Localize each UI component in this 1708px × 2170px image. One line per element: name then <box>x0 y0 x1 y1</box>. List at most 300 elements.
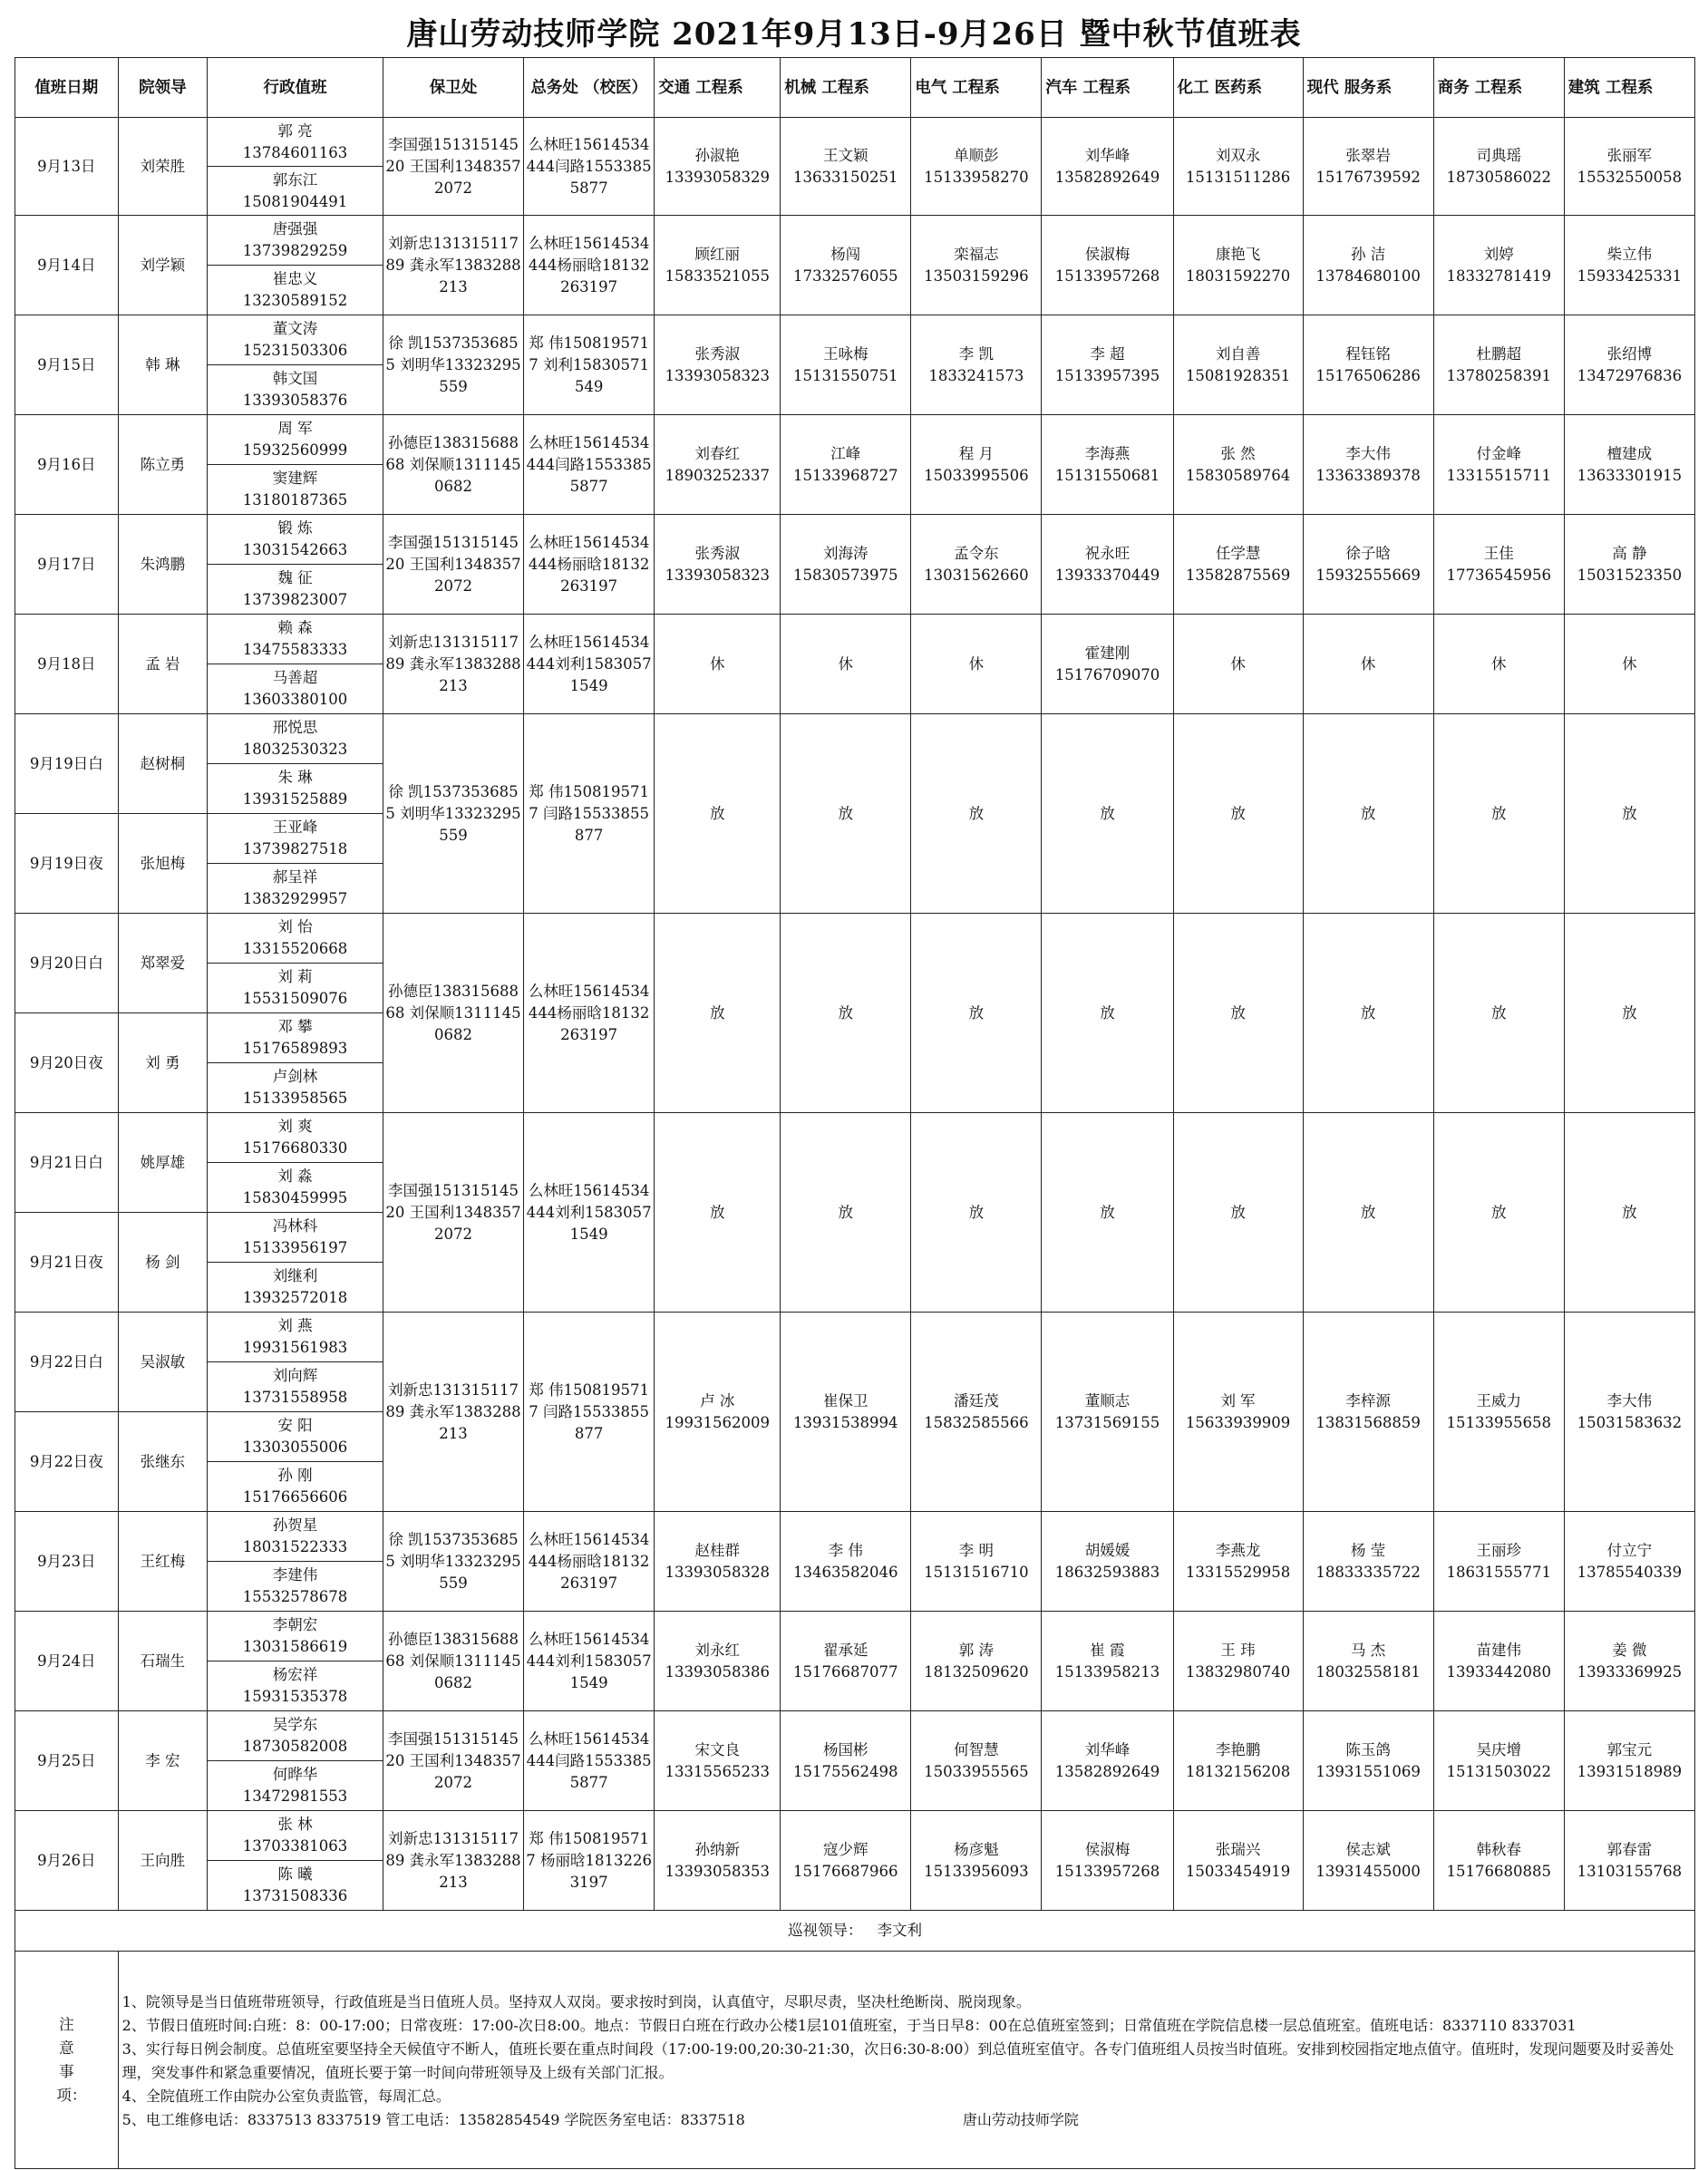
staff-phone: 15031523350 <box>1577 566 1683 584</box>
admin-phone: 15532578678 <box>242 1588 348 1605</box>
admin-duty-cell <box>208 515 383 565</box>
general-cell <box>524 615 655 714</box>
general-cell <box>524 415 655 515</box>
staff-name: 李艳鹏 <box>1215 1740 1261 1758</box>
staff-phone: 13393058353 <box>665 1862 770 1880</box>
table-row <box>15 216 1695 266</box>
electrical-holiday: 放 <box>911 714 1042 914</box>
staff-phone: 15131503022 <box>1446 1762 1551 1780</box>
admin-name: 刘向辉 <box>272 1367 318 1384</box>
staff-phone: 13785540339 <box>1577 1563 1683 1581</box>
duty-leader-night: 张继东 <box>118 1412 207 1512</box>
staff-name: 李 伟 <box>828 1541 863 1559</box>
staff-name: 李海燕 <box>1084 444 1131 462</box>
admin-duty-cell <box>208 1562 383 1612</box>
table-row <box>15 1612 1695 1661</box>
business-cell <box>1433 415 1564 515</box>
security-text: 李国强15131514520 王国利13483572072 <box>385 1729 521 1791</box>
chemical-holiday: 放 <box>1173 1113 1303 1313</box>
security-text: 孙德臣13831568868 刘保顺13111450682 <box>385 1630 521 1691</box>
admin-name: 刘 淼 <box>277 1167 313 1185</box>
service-cell <box>1303 118 1433 216</box>
electrical-cell <box>911 216 1042 315</box>
header-auto: 汽车 工程系 <box>1042 58 1173 118</box>
header-admin: 行政值班 <box>208 58 383 118</box>
header-service: 现代 服务系 <box>1303 58 1433 118</box>
electrical-holiday: 放 <box>911 1113 1042 1313</box>
chemical-cell <box>1173 118 1303 216</box>
admin-name: 冯林科 <box>272 1217 318 1235</box>
staff-name: 吴庆增 <box>1476 1740 1521 1758</box>
staff-phone: 15833521055 <box>665 266 770 285</box>
construction-cell <box>1564 216 1694 315</box>
chemical-holiday: 放 <box>1173 714 1303 914</box>
staff-name: 康艳飞 <box>1215 245 1261 263</box>
duty-date-day: 9月22日白 <box>15 1313 119 1412</box>
admin-name: 何晔华 <box>272 1766 318 1783</box>
traffic-cell <box>655 118 781 216</box>
electrical-cell <box>911 415 1042 515</box>
service-cell <box>1303 315 1433 415</box>
staff-name: 张瑞兴 <box>1215 1840 1261 1858</box>
staff-phone: 13831568859 <box>1315 1413 1421 1431</box>
duty-leader-day: 郑翠爱 <box>118 914 207 1013</box>
staff-name: 潘廷茂 <box>954 1391 999 1410</box>
admin-phone: 13031586619 <box>242 1638 348 1655</box>
business-rest: 休 <box>1433 615 1564 714</box>
notice-item: 4、全院值班工作由院办公室负责监管，每周汇总。 <box>121 2087 451 2105</box>
electrical-cell <box>911 515 1042 615</box>
staff-name: 崔 霞 <box>1090 1641 1125 1659</box>
service-cell <box>1303 1512 1433 1612</box>
business-cell <box>1433 118 1564 216</box>
admin-phone: 15931535378 <box>242 1688 348 1705</box>
general-text: 么林旺15614534444杨丽晗18132263197 <box>528 1530 650 1592</box>
construction-cell <box>1564 1313 1694 1512</box>
traffic-cell <box>655 1512 781 1612</box>
general-text: 么林旺15614534444刘利15830571549 <box>526 1630 652 1691</box>
admin-duty-cell <box>208 1213 383 1263</box>
general-text: 么林旺15614534444闫路15533855877 <box>526 433 652 495</box>
staff-name: 刘 军 <box>1220 1391 1256 1410</box>
staff-phone: 15176680885 <box>1446 1862 1551 1880</box>
table-row <box>15 1113 1695 1163</box>
business-holiday: 放 <box>1433 1113 1564 1313</box>
staff-phone: 15176709070 <box>1054 665 1160 683</box>
staff-phone: 18132156208 <box>1185 1762 1291 1780</box>
staff-phone: 13633301915 <box>1577 466 1683 484</box>
staff-name: 李 凯 <box>958 344 994 363</box>
staff-name: 孟令东 <box>954 544 999 562</box>
duty-date-night: 9月19日夜 <box>15 814 119 914</box>
staff-phone: 15133957268 <box>1054 1862 1160 1880</box>
staff-phone: 18631555771 <box>1446 1563 1551 1581</box>
staff-name: 赵桂群 <box>694 1541 740 1559</box>
machinery-holiday: 放 <box>781 914 911 1113</box>
table-row <box>15 415 1695 465</box>
admin-phone: 13731508336 <box>242 1887 348 1904</box>
machinery-cell <box>781 1512 911 1612</box>
chemical-cell <box>1173 515 1303 615</box>
staff-name: 宋文良 <box>694 1740 740 1758</box>
auto-holiday: 放 <box>1042 914 1173 1113</box>
auto-cell <box>1042 1313 1173 1512</box>
admin-phone: 19931561983 <box>242 1339 348 1356</box>
service-cell <box>1303 1711 1433 1811</box>
staff-name: 杨彦魁 <box>954 1840 999 1858</box>
chemical-cell <box>1173 1612 1303 1711</box>
staff-phone: 15176739592 <box>1315 168 1421 186</box>
staff-name: 侯志斌 <box>1345 1840 1391 1858</box>
staff-name: 孙淑艳 <box>694 146 740 164</box>
service-cell <box>1303 515 1433 615</box>
admin-name: 郭东江 <box>272 170 318 189</box>
admin-name: 刘 莉 <box>277 968 313 985</box>
duty-leader: 王红梅 <box>118 1512 207 1612</box>
admin-duty-cell <box>208 1113 383 1163</box>
staff-name: 杨 莹 <box>1351 1541 1386 1559</box>
business-cell <box>1433 1612 1564 1711</box>
admin-phone: 15830459995 <box>242 1189 348 1206</box>
admin-duty-cell <box>208 1711 383 1761</box>
staff-phone: 15131516710 <box>924 1563 1029 1581</box>
staff-phone: 15176506286 <box>1315 366 1421 384</box>
security-text: 刘新忠13131511789 龚永军1383288213 <box>385 234 521 295</box>
staff-phone: 13582892649 <box>1054 168 1160 186</box>
security-cell <box>383 1113 523 1313</box>
staff-phone: 18132509620 <box>924 1662 1029 1681</box>
duty-date: 9月16日 <box>15 415 119 515</box>
staff-phone: 13463582046 <box>793 1563 898 1581</box>
staff-phone: 18032558181 <box>1315 1662 1421 1681</box>
machinery-cell <box>781 1612 911 1711</box>
notice-label-cell <box>15 1952 119 2169</box>
admin-duty-cell <box>208 216 383 266</box>
admin-name: 崔忠义 <box>272 270 318 287</box>
admin-duty-cell <box>208 664 383 714</box>
duty-leader-night: 刘 勇 <box>118 1013 207 1113</box>
service-cell <box>1303 415 1433 515</box>
admin-phone: 15176589893 <box>242 1040 348 1057</box>
auto-cell <box>1042 118 1173 216</box>
machinery-rest: 休 <box>781 615 911 714</box>
staff-name: 郭宝元 <box>1606 1740 1653 1758</box>
traffic-cell <box>655 515 781 615</box>
admin-phone: 15133956197 <box>242 1239 348 1256</box>
staff-phone: 1833241573 <box>928 366 1024 384</box>
staff-phone: 15131511286 <box>1185 168 1291 186</box>
construction-holiday: 放 <box>1564 914 1694 1113</box>
staff-name: 刘春红 <box>694 444 740 462</box>
staff-phone: 13031562660 <box>924 566 1029 584</box>
staff-name: 司典瑶 <box>1476 146 1521 164</box>
admin-duty-cell <box>208 814 383 864</box>
general-cell <box>524 714 655 914</box>
staff-name: 张 然 <box>1220 444 1256 462</box>
auto-cell <box>1042 216 1173 315</box>
notice-row <box>15 1952 1695 2169</box>
general-cell <box>524 118 655 216</box>
security-text: 徐 凯15373536855 刘明华13323295559 <box>385 782 521 844</box>
staff-name: 高 静 <box>1612 544 1647 562</box>
duty-leader: 刘荣胜 <box>118 118 207 216</box>
construction-cell <box>1564 118 1694 216</box>
admin-duty-cell <box>208 1313 383 1362</box>
admin-name: 吴学东 <box>272 1716 318 1733</box>
staff-name: 柴立伟 <box>1606 245 1653 263</box>
service-holiday: 放 <box>1303 714 1433 914</box>
machinery-cell <box>781 415 911 515</box>
security-text: 李国强15131514520 王国利13483572072 <box>385 533 521 595</box>
admin-duty-cell <box>208 714 383 764</box>
security-text: 刘新忠13131511789 龚永军1383288213 <box>385 1829 521 1891</box>
staff-name: 陈玉鸽 <box>1345 1740 1391 1758</box>
staff-name: 王威力 <box>1476 1391 1521 1410</box>
machinery-cell <box>781 118 911 216</box>
admin-name: 魏 征 <box>277 569 313 586</box>
header-business: 商务 工程系 <box>1433 58 1564 118</box>
construction-holiday: 放 <box>1564 1113 1694 1313</box>
staff-phone: 13363389378 <box>1315 466 1421 484</box>
admin-name: 张 林 <box>277 1816 313 1833</box>
admin-name: 安 阳 <box>277 1417 313 1434</box>
admin-phone: 13731558958 <box>242 1389 348 1406</box>
admin-name: 陈 曦 <box>277 1865 313 1883</box>
header-row <box>15 58 1695 118</box>
staff-name: 杨闯 <box>830 245 861 263</box>
admin-phone: 13031542663 <box>242 541 348 558</box>
admin-phone: 15932560999 <box>242 441 348 459</box>
admin-name: 邢悦思 <box>272 719 318 736</box>
admin-duty-cell <box>208 964 383 1013</box>
staff-name: 刘婷 <box>1483 245 1514 263</box>
header-leader: 院领导 <box>118 58 207 118</box>
chemical-cell <box>1173 1811 1303 1911</box>
table-row <box>15 1711 1695 1761</box>
admin-phone: 13393058376 <box>242 392 348 409</box>
table-row <box>15 714 1695 764</box>
admin-phone: 13703381063 <box>242 1837 348 1855</box>
staff-name: 刘双永 <box>1215 146 1261 164</box>
duty-leader-day: 姚厚雄 <box>118 1113 207 1213</box>
admin-name: 刘 燕 <box>277 1317 313 1334</box>
security-text: 孙德臣13831568868 刘保顺13111450682 <box>385 982 521 1043</box>
staff-phone: 18833335722 <box>1315 1563 1421 1581</box>
admin-name: 邓 攀 <box>277 1018 313 1035</box>
staff-name: 单顺彭 <box>954 146 999 164</box>
admin-name: 窦建辉 <box>272 470 318 487</box>
staff-phone: 13933369925 <box>1577 1662 1683 1681</box>
security-cell <box>383 216 523 315</box>
admin-duty-cell <box>208 167 383 216</box>
notice-item: 1、院领导是当日值班带班领导，行政值班是当日值班人员。坚持双人双岗。要求按时到岗，认真值守，尽职尽责，坚决杜绝断岗、脱岗现象。 <box>121 1992 1031 2010</box>
staff-name: 任学慧 <box>1215 544 1261 562</box>
admin-name: 郭 亮 <box>277 121 313 140</box>
general-text: 郑 伟1508195717 闫路15533855877 <box>529 1380 650 1442</box>
security-text: 刘新忠13131511789 龚永军1383288213 <box>385 1380 521 1442</box>
staff-phone: 15832585566 <box>924 1413 1029 1431</box>
general-text: 么林旺15614534444闫路15533855877 <box>526 1729 652 1791</box>
service-rest: 休 <box>1303 615 1433 714</box>
admin-phone: 13315520668 <box>242 940 348 957</box>
staff-name: 刘华峰 <box>1084 1740 1131 1758</box>
staff-name: 孙纳新 <box>694 1840 740 1858</box>
auto-cell <box>1042 315 1173 415</box>
service-cell <box>1303 1811 1433 1911</box>
staff-name: 顾红丽 <box>694 245 740 263</box>
organization-name: 唐山劳动技师学院 <box>962 2110 1079 2128</box>
admin-duty-cell <box>208 1263 383 1313</box>
admin-name: 李建伟 <box>272 1566 318 1584</box>
traffic-cell <box>655 315 781 415</box>
staff-phone: 15830589764 <box>1185 466 1291 484</box>
header-traffic: 交通 工程系 <box>655 58 781 118</box>
chemical-cell <box>1173 315 1303 415</box>
electrical-cell <box>911 1313 1042 1512</box>
staff-phone: 13315529958 <box>1185 1563 1291 1581</box>
notice-item: 2、节假日值班时间:白班：8：00-17:00；日常夜班：17:00-次日8:00。地点：节假日白班在行政办公楼1层101值班室，于当日早8：00在总值班室签到；日常值班在学院信息楼一层总值班室。值班电话：8337110 8337031 <box>121 2016 1577 2034</box>
admin-duty-cell <box>208 1861 383 1911</box>
general-text: 郑 伟1508195717 杨丽晗18132263197 <box>526 1829 653 1891</box>
business-cell <box>1433 1313 1564 1512</box>
staff-name: 郭春雷 <box>1606 1840 1653 1858</box>
staff-name: 郭 涛 <box>958 1641 994 1659</box>
traffic-holiday: 放 <box>655 714 781 914</box>
electrical-cell <box>911 1811 1042 1911</box>
admin-phone: 13784601163 <box>242 143 348 161</box>
traffic-cell <box>655 1313 781 1512</box>
security-cell <box>383 415 523 515</box>
general-text: 郑 伟1508195717 刘利15830571549 <box>529 334 650 395</box>
staff-name: 李燕龙 <box>1215 1541 1261 1559</box>
duty-date: 9月24日 <box>15 1612 119 1711</box>
admin-phone: 15231503306 <box>242 342 348 359</box>
admin-duty-cell <box>208 1661 383 1711</box>
business-cell <box>1433 315 1564 415</box>
staff-phone: 15131550751 <box>793 366 898 384</box>
staff-phone: 13832980740 <box>1185 1662 1291 1681</box>
duty-date: 9月13日 <box>15 118 119 216</box>
duty-date: 9月15日 <box>15 315 119 415</box>
admin-name: 韩文国 <box>272 370 318 387</box>
staff-name: 孙 洁 <box>1351 245 1386 263</box>
duty-table <box>15 57 1695 2169</box>
service-cell <box>1303 1612 1433 1711</box>
staff-phone: 19931562009 <box>665 1413 770 1431</box>
staff-name: 刘华峰 <box>1084 146 1131 164</box>
general-cell <box>524 515 655 615</box>
chemical-rest: 休 <box>1173 615 1303 714</box>
traffic-holiday: 放 <box>655 1113 781 1313</box>
general-cell <box>524 1811 655 1911</box>
business-cell <box>1433 515 1564 615</box>
admin-name: 杨宏祥 <box>272 1666 318 1683</box>
admin-duty-cell <box>208 914 383 964</box>
admin-duty-cell <box>208 1612 383 1661</box>
duty-date-day: 9月21日白 <box>15 1113 119 1213</box>
staff-name: 胡媛媛 <box>1084 1541 1131 1559</box>
admin-name: 董文涛 <box>272 320 318 337</box>
admin-duty-cell <box>208 565 383 615</box>
staff-phone: 15133958270 <box>924 168 1029 186</box>
admin-duty-cell <box>208 864 383 914</box>
traffic-cell <box>655 1711 781 1811</box>
staff-name: 李 明 <box>958 1541 994 1559</box>
auto-cell <box>1042 1512 1173 1612</box>
admin-phone: 13932572018 <box>242 1289 348 1306</box>
security-text: 徐 凯15373536855 刘明华13323295559 <box>385 1530 521 1592</box>
traffic-rest: 休 <box>655 615 781 714</box>
security-text: 李国强15131514520 王国利13483572072 <box>385 1181 521 1243</box>
staff-phone: 13933370449 <box>1054 566 1160 584</box>
staff-phone: 13503159296 <box>924 266 1029 285</box>
staff-name: 张秀淑 <box>694 344 740 363</box>
staff-phone: 13472976836 <box>1577 366 1683 384</box>
construction-rest: 休 <box>1564 615 1694 714</box>
staff-phone: 17332576055 <box>793 266 898 285</box>
staff-name: 付金峰 <box>1476 444 1521 462</box>
general-text: 么林旺15614534444杨丽晗18132263197 <box>528 234 650 295</box>
admin-name: 周 军 <box>277 420 313 437</box>
security-cell <box>383 914 523 1113</box>
admin-name: 刘继利 <box>272 1267 318 1284</box>
business-cell <box>1433 1711 1564 1811</box>
notice-label: 注意事项： <box>56 2015 87 2104</box>
electrical-holiday: 放 <box>911 914 1042 1113</box>
admin-name: 刘 怡 <box>277 918 313 935</box>
staff-name: 翟承延 <box>823 1641 869 1659</box>
admin-duty-cell <box>208 1163 383 1213</box>
admin-phone: 13739827518 <box>242 840 348 857</box>
table-row <box>15 515 1695 565</box>
header-general: 总务处 （校医） <box>524 58 655 118</box>
construction-cell <box>1564 1711 1694 1811</box>
staff-name: 徐子晗 <box>1345 544 1391 562</box>
security-text: 李国强15131514520 王国利13483572072 <box>385 135 521 197</box>
staff-phone: 15081928351 <box>1185 366 1291 384</box>
staff-phone: 15133958213 <box>1054 1662 1160 1681</box>
notice-item: 5、电工维修电话：8337513 8337519 管工电话：13582854549 学院医务室电话：8337518 <box>121 2110 745 2128</box>
header-electrical: 电气 工程系 <box>911 58 1042 118</box>
staff-name: 张秀淑 <box>694 544 740 562</box>
chemical-cell <box>1173 415 1303 515</box>
staff-phone: 18332781419 <box>1446 266 1551 285</box>
staff-name: 祝永旺 <box>1084 544 1131 562</box>
table-row <box>15 914 1695 964</box>
staff-phone: 13780258391 <box>1446 366 1551 384</box>
admin-duty-cell <box>208 365 383 415</box>
admin-name: 唐强强 <box>272 220 318 237</box>
security-cell <box>383 1612 523 1711</box>
general-text: 郑 伟1508195717 闫路15533855877 <box>529 782 650 844</box>
admin-phone: 13832929957 <box>242 890 348 907</box>
staff-name: 王佳 <box>1483 544 1514 562</box>
staff-phone: 13582892649 <box>1054 1762 1160 1780</box>
staff-name: 马 杰 <box>1351 1641 1386 1659</box>
admin-phone: 13739829259 <box>242 242 348 259</box>
admin-name: 卢剑林 <box>272 1068 318 1085</box>
duty-date-night: 9月21日夜 <box>15 1213 119 1313</box>
staff-name: 王文颖 <box>823 146 869 164</box>
admin-name: 刘 爽 <box>277 1118 313 1135</box>
staff-name: 张丽军 <box>1606 146 1653 164</box>
admin-phone: 18031522333 <box>242 1538 348 1555</box>
business-holiday: 放 <box>1433 714 1564 914</box>
admin-duty-cell <box>208 1811 383 1861</box>
staff-phone: 15133955658 <box>1446 1413 1551 1431</box>
staff-phone: 13931538994 <box>793 1413 898 1431</box>
staff-phone: 18031592270 <box>1185 266 1291 285</box>
